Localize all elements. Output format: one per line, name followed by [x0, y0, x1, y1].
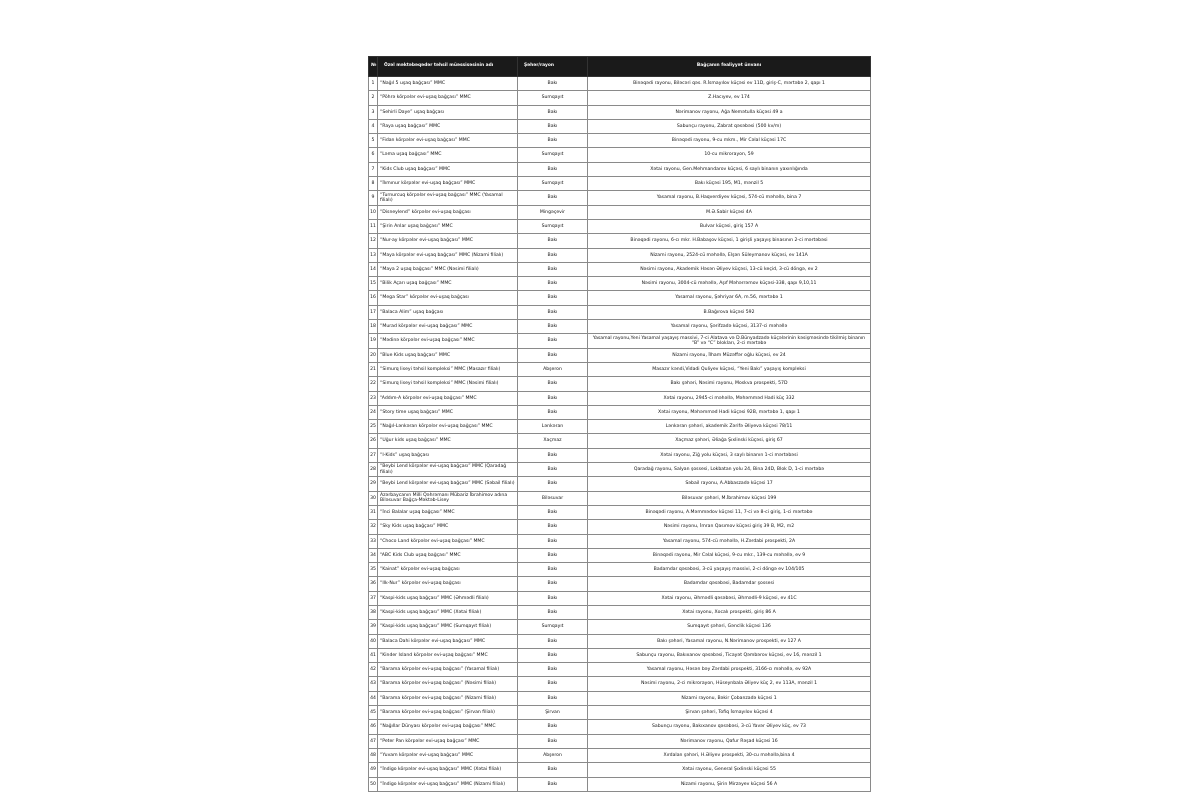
row-number: 36 [369, 577, 378, 591]
address-cell: Yasamal rayonu, 574-cü məhəllə, H.Zərdabi prospekti, 2A [588, 534, 871, 548]
row-number: 9 [369, 191, 378, 205]
table-row [369, 577, 871, 591]
city-cell: Sumqayıt [518, 91, 588, 105]
institution-name: “Bilik Açarı uşaq bağçası” MMC [378, 277, 518, 291]
table-row [369, 405, 871, 419]
institution-name: “Fidan körpələr evi-uşaq bağçası” MMC [378, 134, 518, 148]
institution-name: “Nur-ay körpələr evi-uşaq bağçası” MMC [378, 234, 518, 248]
row-number: 14 [369, 262, 378, 276]
institution-name: “Barama körpələr evi-uşaq bağçası” (Şirvan filialı) [378, 706, 518, 720]
address-cell: Nəsimi rayonu, 3004-cü məhəllə, Aşıf Məhərrəmov küçəsi-338, qapı 9,10,11 [588, 277, 871, 291]
city-cell: Bakı [518, 77, 588, 91]
row-number: 46 [369, 720, 378, 734]
address-cell: Bakı şəhəri, Nəsimi rayonu, Moskva prospekti, 57D [588, 377, 871, 391]
address-cell: Nərimanov rayonu, Ağa Nemətulla küçəsi 49 a [588, 105, 871, 119]
city-cell: Bakı [518, 634, 588, 648]
city-cell: Bakı [518, 648, 588, 662]
row-number: 27 [369, 448, 378, 462]
address-cell: Xətai rayonu, Xocalı prospekti, giriş 86 A [588, 605, 871, 619]
address-cell: Nizami rayonu, 2524-cü məhəllə, Elşən Süleymanov küçəsi, ev 141A [588, 248, 871, 262]
city-cell: Sumqayıt [518, 219, 588, 233]
institution-name: “Kaspi-kids uşaq bağçası” MMC (Sumqayıt filialı) [378, 620, 518, 634]
header-city: Şəhər/rayon [518, 57, 588, 77]
table-row [369, 191, 871, 205]
address-cell: Yasamal rayonu, Həsən bəy Zərdabi prospekti, 3166-cı məhəllə, ev 92A [588, 663, 871, 677]
row-number: 30 [369, 491, 378, 505]
institution-name: “Nağıllar Dünyası körpələr evi-uşaq bağçası” MMC [378, 720, 518, 734]
institution-name: “Nağıl 5 uşaq bağçası” MMC [378, 77, 518, 91]
city-cell: Bakı [518, 605, 588, 619]
table-header-row [369, 57, 871, 77]
address-cell: Nərimanov rayonu, Qafur Rəşad küçəsi 16 [588, 734, 871, 748]
city-cell: Şirvan [518, 706, 588, 720]
city-cell: Bakı [518, 520, 588, 534]
row-number: 2 [369, 91, 378, 105]
address-cell: Badamdar qəsəbəsi, 3-cü yaşayış massivi, 2-ci döngə ev 104/105 [588, 563, 871, 577]
address-cell: Nəsimi rayonu, 2-ci mikrorayon, Hüseynbala Əliyev küç 2, ev 113A, mənzil 1 [588, 677, 871, 691]
row-number: 48 [369, 748, 378, 762]
address-cell: Xətai rayonu, Ziğ yolu küçəsi, 3 saylı binanın 1-ci mərtəbəsi [588, 448, 871, 462]
city-cell: Bakı [518, 763, 588, 777]
address-cell: Nəsimi rayonu, İmran Qasımov küçəsi giriş 39 B, M2, m2 [588, 520, 871, 534]
city-cell: Bakı [518, 248, 588, 262]
table-row [369, 234, 871, 248]
table-row [369, 620, 871, 634]
row-number: 22 [369, 377, 378, 391]
institution-name: “Beybi Lend körpələr evi-uşaq bağçası” MMC (Qaradağ filialı) [378, 463, 518, 477]
table-row [369, 563, 871, 577]
table-body [369, 77, 871, 792]
city-cell: Biləsuvar [518, 491, 588, 505]
institution-name: “İlımınur körpələr evi-uşaq bağçası” MMC [378, 177, 518, 191]
institution-name: “I-Kids” uşaq bağçası [378, 448, 518, 462]
row-number: 26 [369, 434, 378, 448]
city-cell: Mingəçevir [518, 205, 588, 219]
table-row [369, 448, 871, 462]
table-row [369, 691, 871, 705]
city-cell: Bakı [518, 334, 588, 348]
institution-name: “Pöhrə körpələr evi-uşaq bağçası” MMC [378, 91, 518, 105]
institution-name: “Ləma uşaq bağçası” MMC [378, 148, 518, 162]
table-row [369, 262, 871, 276]
institution-name: “İndigo körpələr evi-uşaq bağçası” MMC (Nizami filialı) [378, 777, 518, 791]
city-cell: Bakı [518, 320, 588, 334]
table-row [369, 91, 871, 105]
institution-name: “Kaspi-kids uşaq bağçası” MMC (Əhmədli filialı) [378, 591, 518, 605]
row-number: 7 [369, 162, 378, 176]
institution-name: “Kids Club uşaq bağçası” MMC [378, 162, 518, 176]
city-cell: Bakı [518, 119, 588, 133]
address-cell: Yasamal rayonu,Yeni Yasamal yaşayış massivi, 7-ci Alatava və D.Bünyadzadə küçələrinin kəsişməsində tikilmiş binanın “B” və “C” blokları, 2-ci mərtəbə [588, 334, 871, 348]
address-cell: Xətai rayonu, Məhəmməd Hadi küçəsi 92B, mərtəbə 1, qapı 1 [588, 405, 871, 419]
institution-name: “Balaca Alim” uşaq bağçası [378, 305, 518, 319]
table-row [369, 777, 871, 791]
row-number: 41 [369, 648, 378, 662]
institution-name: “Maya körpələr evi-uşaq bağçası” MMC (Nizami filialı) [378, 248, 518, 262]
table-row [369, 520, 871, 534]
address-cell: Xaçmaz şəhəri, Əliağa Şıxlinski küçəsi, giriş 67 [588, 434, 871, 448]
row-number: 20 [369, 348, 378, 362]
institution-name: “Murad körpələr evi-uşaq bağçası” MMC [378, 320, 518, 334]
address-cell: Bakı küçəsi 195, M1, mənzil 5 [588, 177, 871, 191]
address-cell: Nəsimi rayonu, Akademik Həsən Əliyev küçəsi, 13-cü keçid, 3-cü döngə, ev 2 [588, 262, 871, 276]
row-number: 33 [369, 534, 378, 548]
city-cell: Bakı [518, 734, 588, 748]
table-row [369, 420, 871, 434]
city-cell: Bakı [518, 348, 588, 362]
address-cell: Binəqədi rayonu, 6-cı mkr. H.Babaşov küçəsi, 1 girişli yaşayış binasının 2-ci mərtəbəsi [588, 234, 871, 248]
header-institution-name: Özəl məktəbəqədər təhsil müəssisəsinin adı [378, 57, 518, 77]
row-number: 45 [369, 706, 378, 720]
address-cell: Lənkəran şəhəri, akademik Zərifə Əliyeva küçəsi 78/11 [588, 420, 871, 434]
table-row [369, 291, 871, 305]
table-row [369, 277, 871, 291]
institution-name: “Nağıl-Lənkəran körpələr evi-uşaq bağçası” MMC [378, 420, 518, 434]
table-row [369, 491, 871, 505]
table-row [369, 763, 871, 777]
table-row [369, 320, 871, 334]
city-cell: Bakı [518, 291, 588, 305]
address-cell: Xırdalan şəhəri, H.Əliyev prospekti, 30-cu məhəllə,bina 4 [588, 748, 871, 762]
table-row [369, 334, 871, 348]
row-number: 5 [369, 134, 378, 148]
address-cell: Binəqədi rayonu, Mir Cəlal küçəsi, 9-cu mkr., 139-cu məhəllə, ev 9 [588, 548, 871, 562]
address-cell: Bulvar küçəsi, giriş 157 A [588, 219, 871, 233]
kindergarten-table [368, 56, 871, 792]
city-cell: Bakı [518, 377, 588, 391]
institution-name: “Blue Kids uşaq bağçası” MMC [378, 348, 518, 362]
table-row [369, 105, 871, 119]
table-row [369, 605, 871, 619]
address-cell: Xətai rayonu, Gen.Mehmandarov küçəsi, 6 saylı binanın yaxınlığında [588, 162, 871, 176]
address-cell: 10-cu mikrorayon, 59 [588, 148, 871, 162]
institution-name: “Barama körpələr evi-uşaq bağçası” (Nəsimi filialı) [378, 677, 518, 691]
row-number: 18 [369, 320, 378, 334]
city-cell: Bakı [518, 448, 588, 462]
address-cell: Z.Hacıyev, ev 174 [588, 91, 871, 105]
address-cell: Nizami rayonu, Şirin Mirzəyev küçəsi 56 A [588, 777, 871, 791]
address-cell: M.Ə.Sabir küçəsi 4A [588, 205, 871, 219]
table-row [369, 648, 871, 662]
table-row [369, 205, 871, 219]
header-address: Bağçanın fəaliyyət ünvanı [588, 57, 871, 77]
institution-name: “Turnurcuq körpələr evi-uşaq bağçası” MMC (Yasamal filialı) [378, 191, 518, 205]
address-cell: Nizami rayonu, İlham Müzəffər oğlu küçəsi, ev 24 [588, 348, 871, 362]
table-row [369, 734, 871, 748]
institution-name: “Maya 2 uşaq bağçası” MMC (Nəsimi filialı) [378, 262, 518, 276]
institution-name: “Sehirli Daye” uşaq bağçası [378, 105, 518, 119]
address-cell: Şirvan şəhəri, Tofiq İsmayılov küçəsi 4 [588, 706, 871, 720]
table-row [369, 148, 871, 162]
city-cell: Bakı [518, 234, 588, 248]
city-cell: Bakı [518, 463, 588, 477]
city-cell: Bakı [518, 591, 588, 605]
table-row [369, 748, 871, 762]
institution-name: “Barama körpələr evi-uşaq bağçası” (Yasamal filialı) [378, 663, 518, 677]
table-row [369, 177, 871, 191]
row-number: 13 [369, 248, 378, 262]
institution-name: “İnci Balalar uşaq bağçası” MMC [378, 505, 518, 519]
row-number: 29 [369, 477, 378, 491]
table-row [369, 77, 871, 91]
city-cell: Sumqayıt [518, 620, 588, 634]
row-number: 34 [369, 548, 378, 562]
row-number: 38 [369, 605, 378, 619]
row-number: 21 [369, 362, 378, 376]
row-number: 16 [369, 291, 378, 305]
row-number: 50 [369, 777, 378, 791]
address-cell: Sumqayıt şəhəri, Gənclik küçəsi 136 [588, 620, 871, 634]
table-row [369, 219, 871, 233]
institution-name: “Simurq liseyi təhsil kompleksi” MMC (Nəsimi filialı) [378, 377, 518, 391]
address-cell: B.Bağırova küçəsi 592 [588, 305, 871, 319]
table-row [369, 391, 871, 405]
institution-name: “Story time uşaq bağçası” MMC [378, 405, 518, 419]
table-row [369, 548, 871, 562]
institution-name: “Beybi Lend körpələr evi-uşaq bağçası” MMC (Səbail filialı) [378, 477, 518, 491]
row-number: 24 [369, 405, 378, 419]
row-number: 28 [369, 463, 378, 477]
table-row [369, 706, 871, 720]
address-cell: Sabunçu rayonu, Bakıxanov qəsəbəsi, Ticayət Qəmbərov küçəsi, ev 16, mənzil 1 [588, 648, 871, 662]
address-cell: Bakı şəhəri, Yasamal rayonu, N.Nərimanov prospekti, ev 127 A [588, 634, 871, 648]
row-number: 19 [369, 334, 378, 348]
row-number: 47 [369, 734, 378, 748]
institution-name: “Mega Star” körpələr evi-uşaq bağçası [378, 291, 518, 305]
row-number: 40 [369, 634, 378, 648]
institution-name: “Choco Land körpələr evi-uşaq bağçası” MMC [378, 534, 518, 548]
row-number: 17 [369, 305, 378, 319]
table-row [369, 534, 871, 548]
city-cell: Bakı [518, 663, 588, 677]
institution-name: “Sky Kids uşaq bağçası” MMC [378, 520, 518, 534]
row-number: 32 [369, 520, 378, 534]
row-number: 35 [369, 563, 378, 577]
city-cell: Abşeron [518, 748, 588, 762]
city-cell: Bakı [518, 262, 588, 276]
row-number: 8 [369, 177, 378, 191]
city-cell: Bakı [518, 505, 588, 519]
address-cell: Nizami rayonu, Bəkir Çobanzadə küçəsi 1 [588, 691, 871, 705]
row-number: 3 [369, 105, 378, 119]
city-cell: Bakı [518, 577, 588, 591]
row-number: 44 [369, 691, 378, 705]
city-cell: Bakı [518, 548, 588, 562]
institution-name: “ABC Kids Club uşaq bağçası” MMC [378, 548, 518, 562]
table-row [369, 134, 871, 148]
header-number: № [369, 57, 378, 77]
institution-name: “Yuvam körpələr evi-uşaq bağçası” MMC [378, 748, 518, 762]
row-number: 1 [369, 77, 378, 91]
institution-name: “Addım-A körpələr evi-uşaq bağçası” MMC [378, 391, 518, 405]
table-row [369, 362, 871, 376]
institution-name: “Simurq liseyi təhsil kompleksi” MMC (Masazır filialı) [378, 362, 518, 376]
city-cell: Bakı [518, 563, 588, 577]
row-number: 37 [369, 591, 378, 605]
city-cell: Bakı [518, 477, 588, 491]
table-row [369, 663, 871, 677]
row-number: 15 [369, 277, 378, 291]
table-row [369, 634, 871, 648]
table-row [369, 248, 871, 262]
table-row [369, 119, 871, 133]
table-row [369, 162, 871, 176]
city-cell: Sumqayıt [518, 177, 588, 191]
table-row [369, 377, 871, 391]
city-cell: Bakı [518, 105, 588, 119]
city-cell: Bakı [518, 391, 588, 405]
address-cell: Yasamal rayonu, Şərifzadə küçəsi, 3137-ci məhəllə [588, 320, 871, 334]
institution-name: “Şirin Anlar uşaq bağçası” MMC [378, 219, 518, 233]
city-cell: Bakı [518, 405, 588, 419]
city-cell: Bakı [518, 277, 588, 291]
row-number: 43 [369, 677, 378, 691]
address-cell: Masazır kəndi,Vidadi Quliyev küçəsi, “Yeni Bakı” yaşayış kompleksi [588, 362, 871, 376]
city-cell: Bakı [518, 191, 588, 205]
address-cell: Səbail rayonu, A.Abbaszadə küçəsi 17 [588, 477, 871, 491]
table-row [369, 348, 871, 362]
table-row [369, 505, 871, 519]
institution-name: “Raya uşaq bağçası” MMC [378, 119, 518, 133]
institution-name: “Uğur kids uşaq bağçası” MMC [378, 434, 518, 448]
city-cell: Xaçmaz [518, 434, 588, 448]
row-number: 42 [369, 663, 378, 677]
table-row [369, 477, 871, 491]
city-cell: Bakı [518, 305, 588, 319]
address-cell: Sabunçu rayonu, Bakıxanov qəsəbəsi, 3-cü Yavər Əliyev küç, ev 73 [588, 720, 871, 734]
address-cell: Yasamal rayonu, Şəhriyar 6A, m.56, mərtəbə 1 [588, 291, 871, 305]
address-cell: Xətai rayonu, Əhmədli qəsəbəsi, Əhmədli-9 küçəsi, ev 41C [588, 591, 871, 605]
table-row [369, 305, 871, 319]
table-row [369, 677, 871, 691]
address-cell: Sabunçu rayonu, Zabrat qəsəbəsi (500 kv/m) [588, 119, 871, 133]
city-cell: Bakı [518, 777, 588, 791]
document-page [368, 56, 870, 792]
address-cell: Xətai rayonu, 2945-ci məhəllə, Məhəmməd Hadi küç 332 [588, 391, 871, 405]
city-cell: Bakı [518, 534, 588, 548]
table-row [369, 591, 871, 605]
city-cell: Abşeron [518, 362, 588, 376]
institution-name: “Disneylend” körpələr evi-uşaq bağçası [378, 205, 518, 219]
city-cell: Bakı [518, 677, 588, 691]
table-row [369, 434, 871, 448]
row-number: 31 [369, 505, 378, 519]
address-cell: Binəqədi rayonu, A.Məmmədov küçəsi 11, 7-ci və 8-ci giriş, 1-ci mərtəbə [588, 505, 871, 519]
address-cell: Xətai rayonu, General Şıxlinski küçəsi 55 [588, 763, 871, 777]
institution-name: “Barama körpələr evi-uşaq bağçası” (Nizami filialı) [378, 691, 518, 705]
address-cell: Binəqədi rayonu, 9-cu mkm., Mir Cəlal küçəsi 17C [588, 134, 871, 148]
row-number: 11 [369, 219, 378, 233]
institution-name: “Peter Pan körpələr evi-uşaq bağçası” MMC [378, 734, 518, 748]
city-cell: Bakı [518, 134, 588, 148]
institution-name: “Kainat” körpələr evi-uşaq bağçası [378, 563, 518, 577]
table-row [369, 463, 871, 477]
row-number: 23 [369, 391, 378, 405]
row-number: 4 [369, 119, 378, 133]
row-number: 25 [369, 420, 378, 434]
row-number: 39 [369, 620, 378, 634]
city-cell: Sumqayıt [518, 148, 588, 162]
row-number: 12 [369, 234, 378, 248]
address-cell: Biləsuvar şəhəri, M.İbrahimov küçəsi 199 [588, 491, 871, 505]
institution-name: Azərbaycanın Milli Qəhrəmanı Mübariz İbrahimov adına Biləsuvar Bağça-Məktəb-Lisey [378, 491, 518, 505]
table-row [369, 720, 871, 734]
city-cell: Lənkəran [518, 420, 588, 434]
city-cell: Bakı [518, 691, 588, 705]
institution-name: “Ilk-Nur” körpələr evi-uşaq bağçası [378, 577, 518, 591]
city-cell: Bakı [518, 162, 588, 176]
row-number: 6 [369, 148, 378, 162]
address-cell: Qaradağ rayonu, Salyan şossesi, Lokbatan yolu 24, Bina 24D, Blok D, 1-ci mərtəbə [588, 463, 871, 477]
institution-name: “Kinder Island körpələr evi-uşaq bağçası” MMC [378, 648, 518, 662]
institution-name: “İndigo körpələr evi-uşaq bağçası” MMC (Xətai filialı) [378, 763, 518, 777]
address-cell: Badamdar qəsəbəsi, Badamdar şossesi [588, 577, 871, 591]
city-cell: Bakı [518, 720, 588, 734]
institution-name: “Mədinə körpələr evi-uşaq bağçası” MMC [378, 334, 518, 348]
row-number: 49 [369, 763, 378, 777]
row-number: 10 [369, 205, 378, 219]
address-cell: Binəqədi rayonu, Biləcəri qəs. R.İsmayılov küçəsi ev 11D, giriş-C, mərtəbə 2, qapı 1 [588, 77, 871, 91]
institution-name: “Kaspi-kids uşaq bağçası” MMC (Xətai filialı) [378, 605, 518, 619]
address-cell: Yasamal rayonu, B.Haqverdiyev küçəsi, 574-cü məhəllə, bina 7 [588, 191, 871, 205]
institution-name: “Balaca Dahi körpələr evi-uşaq bağçası” MMC [378, 634, 518, 648]
